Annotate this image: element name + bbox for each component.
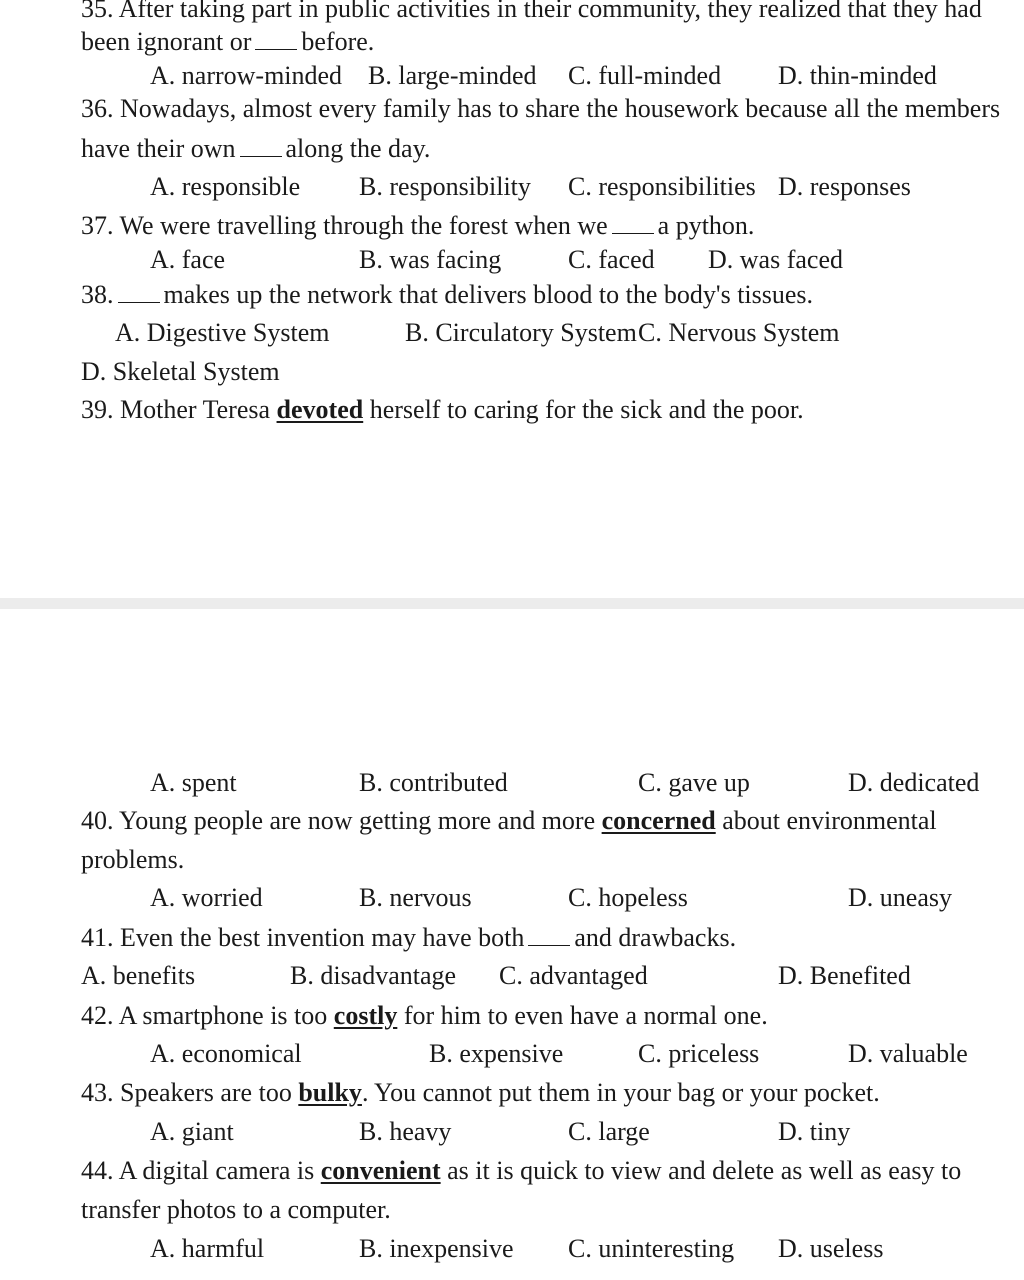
question-38-option-b: B. Circulatory System <box>405 318 637 347</box>
question-35-option-c: C. full-minded <box>568 61 722 90</box>
question-42-text-pre: 42. A smartphone is too <box>81 1001 328 1030</box>
question-38-text-pre: 38. <box>81 280 114 309</box>
question-40-option-b: B. nervous <box>359 883 472 912</box>
question-44-option-c: C. uninteresting <box>568 1234 735 1263</box>
question-36-text-post: along the day. <box>285 134 431 163</box>
question-35-line2 <box>81 27 374 57</box>
question-42-option-a: A. economical <box>150 1039 302 1068</box>
question-41-option-a: A. benefits <box>81 961 196 990</box>
question-38-option-c: C. Nervous System <box>638 318 840 347</box>
question-42-key-word: costly <box>333 1001 398 1030</box>
question-42-option-c: C. priceless <box>638 1039 760 1068</box>
question-39-option-a: A. spent <box>150 768 237 797</box>
question-37-option-b: B. was facing <box>359 245 502 274</box>
question-39-key-word: devoted <box>276 395 364 424</box>
question-38-option-a: A. Digestive System <box>115 318 330 347</box>
question-37-text-post: a python. <box>657 211 755 240</box>
question-44-line1 <box>81 1156 961 1186</box>
answer-blank <box>255 29 297 50</box>
question-43-option-a: A. giant <box>150 1117 234 1146</box>
question-38-option-d: D. Skeletal System <box>81 357 280 386</box>
document-page-bottom <box>0 609 1024 1280</box>
question-43-text-pre: 43. Speakers are too <box>81 1078 292 1107</box>
question-40-text-pre: 40. Young people are now getting more and more <box>81 806 596 835</box>
question-35-line1: 35. After taking part in public activities in their community, they realized that they had <box>81 0 982 23</box>
question-40-option-d: D. uneasy <box>848 883 952 912</box>
question-37-option-d: D. was faced <box>708 245 843 274</box>
question-42-text-post: for him to even have a normal one. <box>403 1001 768 1030</box>
question-43-option-c: C. large <box>568 1117 650 1146</box>
question-35-option-a: A. narrow-minded <box>150 61 343 90</box>
question-39-option-b: B. contributed <box>359 768 508 797</box>
question-41-option-c: C. advantaged <box>499 961 648 990</box>
question-40-text-post: about environmental <box>722 806 937 835</box>
answer-blank <box>612 213 654 234</box>
question-40-option-a: A. worried <box>150 883 263 912</box>
question-41-text-post: and drawbacks. <box>574 923 737 952</box>
question-42-option-b: B. expensive <box>429 1039 564 1068</box>
answer-blank <box>118 282 160 303</box>
question-37-text-pre: 37. We were travelling through the forest when we <box>81 211 608 240</box>
question-43-key-word: bulky <box>298 1078 362 1107</box>
question-44-key-word: convenient <box>320 1156 441 1185</box>
question-42-option-d: D. valuable <box>848 1039 968 1068</box>
question-43-line <box>81 1078 880 1108</box>
question-44-text-post: as it is quick to view and delete as well as easy to <box>447 1156 962 1185</box>
question-44-line2: transfer photos to a computer. <box>81 1195 391 1224</box>
question-36-line2 <box>81 134 430 164</box>
page-separator <box>0 598 1024 609</box>
question-43-text-post: . You cannot put them in your bag or your pocket. <box>361 1078 880 1107</box>
question-39-line <box>81 395 804 425</box>
question-40-line2: problems. <box>81 845 185 874</box>
question-36-option-b: B. responsibility <box>359 172 531 201</box>
question-44-option-d: D. useless <box>778 1234 884 1263</box>
answer-blank <box>240 136 282 157</box>
question-35-option-b: B. large-minded <box>368 61 537 90</box>
question-36-text-pre: have their own <box>81 134 236 163</box>
question-36-line1: 36. Nowadays, almost every family has to share the housework because all the members <box>81 94 1001 123</box>
question-44-option-a: A. harmful <box>150 1234 265 1263</box>
answer-blank <box>528 925 570 946</box>
question-35-text-pre: been ignorant or <box>81 27 252 56</box>
question-40-option-c: C. hopeless <box>568 883 688 912</box>
question-43-option-b: B. heavy <box>359 1117 452 1146</box>
question-37-line <box>81 211 754 241</box>
question-36-option-a: A. responsible <box>150 172 301 201</box>
question-44-option-b: B. inexpensive <box>359 1234 514 1263</box>
question-39-text-post: herself to caring for the sick and the poor. <box>369 395 804 424</box>
question-42-line <box>81 1001 768 1031</box>
document-page-top <box>0 0 1024 598</box>
question-39-option-d: D. dedicated <box>848 768 980 797</box>
question-43-option-d: D. tiny <box>778 1117 851 1146</box>
question-41-text-pre: 41. Even the best invention may have both <box>81 923 525 952</box>
question-40-line1 <box>81 806 937 836</box>
question-35-option-d: D. thin-minded <box>778 61 937 90</box>
question-38-text-post: makes up the network that delivers blood to the body's tissues. <box>163 280 814 309</box>
question-40-key-word: concerned <box>601 806 716 835</box>
question-37-option-a: A. face <box>150 245 226 274</box>
question-41-option-b: B. disadvantage <box>290 961 457 990</box>
question-35-text-post: before. <box>301 27 375 56</box>
question-44-text-pre: 44. A digital camera is <box>81 1156 315 1185</box>
question-41-option-d: D. Benefited <box>778 961 911 990</box>
question-39-option-c: C. gave up <box>638 768 750 797</box>
question-36-option-c: C. responsibilities <box>568 172 756 201</box>
question-37-option-c: C. faced <box>568 245 655 274</box>
question-39-text-pre: 39. Mother Teresa <box>81 395 271 424</box>
question-41-line <box>81 923 736 953</box>
question-36-option-d: D. responses <box>778 172 911 201</box>
question-38-line <box>81 280 813 310</box>
